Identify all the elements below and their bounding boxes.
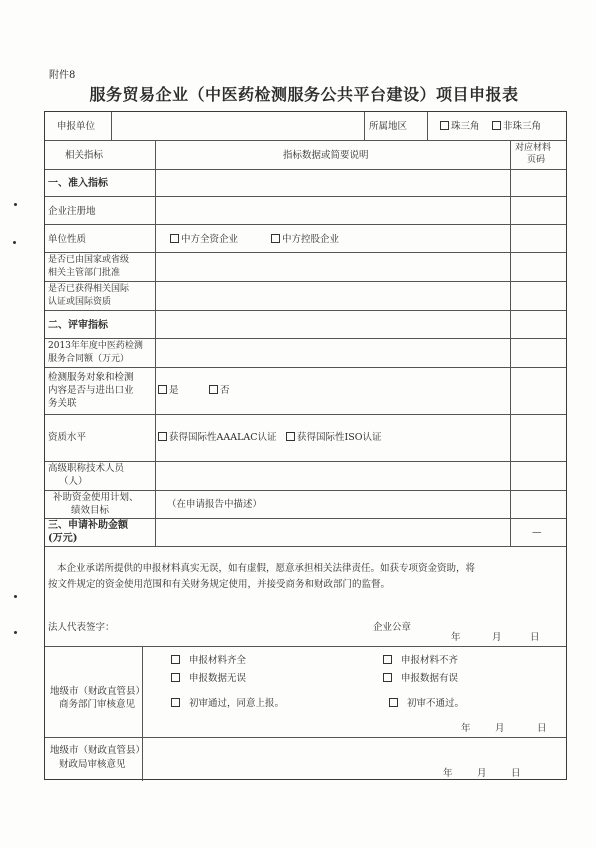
row-approved-line1: 是否已由国家或省级 <box>48 255 130 265</box>
commerce-date-month: 月 <box>495 723 505 734</box>
row-trade-related-line2: 内容是否与进出口业 <box>48 385 134 396</box>
checkbox-icon <box>171 673 180 682</box>
review-data-error-option[interactable]: 申报数据有误 <box>383 672 458 685</box>
finance-date-month: 月 <box>477 768 487 779</box>
row-fund-plan-line2: 绩效目标 <box>71 505 110 516</box>
row-senior-staff-line1: 高级职称技术人员 <box>48 463 125 474</box>
region-non-pearl-delta-option[interactable]: 非珠三角 <box>492 120 541 133</box>
commitment-text-line1: 本企业承诺所提供的申报材料真实无误，如有虚假，愿意承担相关法律责任。如获专项资金资助，将 <box>57 563 476 574</box>
finance-date-day: 日 <box>511 768 521 779</box>
region-label: 所属地区 <box>369 121 408 132</box>
checkbox-icon <box>171 655 180 664</box>
unit-nature-holding-option[interactable]: 中方控股企业 <box>271 233 339 246</box>
section-evaluation-criteria: 二、评审指标 <box>48 320 108 331</box>
checkbox-icon <box>389 698 398 707</box>
commit-date-day: 日 <box>530 632 540 643</box>
checkbox-icon <box>171 698 180 707</box>
scan-speck <box>14 203 17 206</box>
checkbox-icon <box>209 385 218 394</box>
qual-aaalac-option[interactable]: 获得国际性AAALAC认证 <box>158 431 277 444</box>
row-approved-line2: 相关主管部门批准 <box>48 268 121 278</box>
section-access-criteria: 一、准入指标 <box>48 178 108 189</box>
applicant-label: 申报单位 <box>57 121 96 132</box>
row-trade-related-line3: 务关联 <box>48 398 77 409</box>
scan-speck <box>13 241 16 244</box>
form-title: 服务贸易企业（中医药检测服务公共平台建设）项目申报表 <box>89 85 519 104</box>
commitment-text-line2: 按文件规定的资金使用范围和有关财务规定使用，并接受商务和财政部门的监督。 <box>48 579 391 590</box>
unit-nature-wholly-owned-option[interactable]: 中方全资企业 <box>170 233 238 246</box>
row-registered-address: 企业注册地 <box>48 206 96 217</box>
col-page-ref-header-2: 页码 <box>527 155 546 165</box>
review-fail-option[interactable]: 初审不通过。 <box>389 697 464 710</box>
commit-date-year: 年 <box>451 632 461 643</box>
region-pearl-delta-option[interactable]: 珠三角 <box>440 120 480 133</box>
checkbox-icon <box>286 432 295 441</box>
finance-review-label-line1: 地级市（财政直管县） <box>50 745 146 756</box>
row-certified-line2: 认证或国际资质 <box>48 297 112 307</box>
row-qualification-level: 资质水平 <box>48 432 87 443</box>
page-ref-dash: — <box>532 527 542 538</box>
row-unit-nature: 单位性质 <box>48 234 87 245</box>
checkbox-icon <box>440 121 449 130</box>
row-contract-amount-line1: 2013年年度中医药检测 <box>48 341 143 351</box>
scan-speck <box>14 631 17 634</box>
application-form <box>44 111 567 780</box>
row-certified-line1: 是否已获得相关国际 <box>48 284 130 294</box>
qual-iso-option[interactable]: 获得国际性ISO认证 <box>286 431 382 444</box>
signature-label: 法人代表签字： <box>48 622 115 633</box>
row-contract-amount-line2: 服务合同额（万元） <box>48 354 130 364</box>
checkbox-icon <box>158 385 167 394</box>
checkbox-icon <box>170 234 179 243</box>
company-seal-label: 企业公章 <box>373 622 412 633</box>
review-materials-incomplete-option[interactable]: 申报材料不齐 <box>383 654 458 667</box>
commit-date-month: 月 <box>492 632 502 643</box>
checkbox-icon <box>383 655 392 664</box>
commerce-review-label-line1: 地级市（财政直管县） <box>50 686 146 697</box>
trade-yes-option[interactable]: 是 <box>158 384 179 397</box>
checkbox-icon <box>158 432 167 441</box>
trade-no-option[interactable]: 否 <box>209 384 230 397</box>
finance-review-label-line2: 财政局审核意见 <box>59 759 126 770</box>
row-senior-staff-line2: （人） <box>59 476 88 487</box>
checkbox-icon <box>492 121 501 130</box>
commerce-date-day: 日 <box>537 723 547 734</box>
checkbox-icon <box>383 673 392 682</box>
section-subsidy-amount-line2: (万元) <box>48 533 78 544</box>
col-page-ref-header-1: 对应材料 <box>515 143 552 153</box>
review-pass-option[interactable]: 初审通过，同意上报。 <box>171 697 284 710</box>
attachment-label: 附件8 <box>49 70 76 81</box>
commerce-date-year: 年 <box>461 723 471 734</box>
row-trade-related-line1: 检测服务对象和检测 <box>48 372 134 383</box>
fund-plan-note: （在申请报告中描述） <box>167 499 263 510</box>
commerce-review-label-line2: 商务部门审核意见 <box>59 699 136 710</box>
checkbox-icon <box>271 234 280 243</box>
col-data-header: 指标数据或简要说明 <box>283 150 369 161</box>
col-indicator-header: 相关指标 <box>65 150 104 161</box>
finance-date-year: 年 <box>443 768 453 779</box>
row-fund-plan-line1: 补助资金使用计划、 <box>53 492 139 503</box>
review-data-correct-option[interactable]: 申报数据无误 <box>171 672 246 685</box>
review-materials-complete-option[interactable]: 申报材料齐全 <box>171 654 246 667</box>
section-subsidy-amount-line1: 三、申请补助金额 <box>48 520 128 531</box>
scan-speck <box>14 595 17 598</box>
